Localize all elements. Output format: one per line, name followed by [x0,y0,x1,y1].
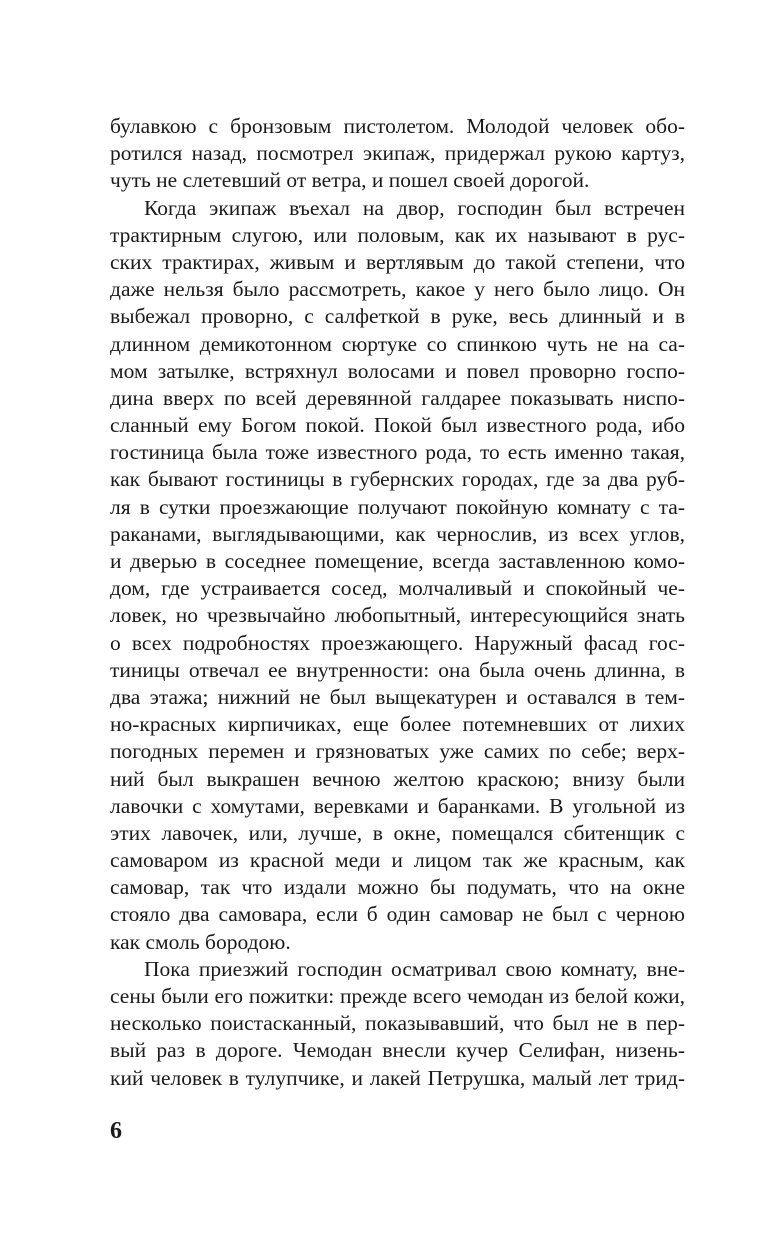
text-line: даже нельзя было рассмотреть, какое у него было лицо. Он [110,277,685,302]
text-line: сланный ему Богом покой. Покой был известного рода, ибо [110,413,685,438]
text-line: раканами, выглядывающими, как чернослив, из всех углов, [110,521,685,546]
text-line: сены были его пожитки: прежде всего чемодан из белой кожи, [110,984,685,1008]
text-line: длинном демикотонном сюртуке со спинкою чуть не на са- [110,331,685,356]
text-line: ний был выкрашен вечною желтою краскою; внизу были [110,766,685,791]
text-line: ловек, но чрезвычайно любопытный, интересующийся знать [110,603,685,628]
text-line: и дверью в соседнее помещение, всегда заставленною комо- [110,549,685,573]
text-line: самовар, так что издали можно бы подумать, что на окне [110,875,685,900]
text-line: о всех подробностях проезжающего. Наружный фасад гос- [110,630,685,655]
text-line: выбежал проворно, с салфеткой в руке, весь длинный и в [110,304,685,329]
text-line: как бывают гостиницы в губернских городах, где за два руб- [110,467,685,492]
text-line: лавочки с хомутами, веревками и баранками. В угольной из [110,793,685,818]
text-line: чуть не слетевший от ветра, и пошел своей дорогой. [110,168,590,193]
paragraph [110,195,685,956]
text-line: трактирным слугою, или половым, как их называют в рус- [110,222,685,247]
text-line: ля в сутки проезжающие получают покойную комнату с та- [110,494,685,519]
text-line: Когда экипаж въехал на двор, господин был встречен [144,195,685,220]
page-number: 6 [110,1118,122,1144]
text-line: ротился назад, посмотрел экипаж, придержал рукою картуз, [110,141,685,166]
paragraph [110,113,685,195]
text-line: погодных перемен и грязноватых уже самих по себе; верх- [110,739,685,764]
text-line: но-красных кирпичиках, еще более потемневших от лихих [110,712,685,737]
text-line: булавкою с бронзовым пистолетом. Молодой человек обо- [110,114,685,138]
text-line: как смоль бородою. [110,929,291,954]
text-line: ских трактирах, живым и вертлявым до такой степени, что [110,249,685,274]
text-line: стояло два самовара, если б один самовар не был с черною [110,902,685,927]
text-line: несколько поистасканный, показывавший, что был не в пер- [110,1011,685,1036]
text-line: тиницы отвечал ее внутренности: она была очень длинна, в [110,657,685,682]
text-line: два этажа; нижний не был выщекатурен и оставался в тем- [110,684,685,709]
text-line: мом затылке, встряхнул волосами и повел проворно госпо- [110,358,685,383]
paragraph [110,956,685,1092]
text-line: дина вверх по всей деревянной галдарее показывать ниспо- [110,385,685,410]
text-line: Пока приезжий господин осматривал свою комнату, вне- [144,956,685,981]
text-line: гостиница была тоже известного рода, то есть именно такая, [110,440,685,465]
body-text [110,113,685,1092]
text-line: вый раз в дороге. Чемодан внесли кучер Селифан, низень- [110,1038,685,1063]
text-line: этих лавочек, или, лучше, в окне, помещался сбитенщик с [110,820,685,845]
text-line: кий человек в тулупчике, и лакей Петрушка, малый лет трид- [110,1065,685,1090]
text-line: дом, где устраивается сосед, молчаливый и спокойный че- [110,576,685,601]
text-line: самоваром из красной меди и лицом так же красным, как [110,848,685,873]
